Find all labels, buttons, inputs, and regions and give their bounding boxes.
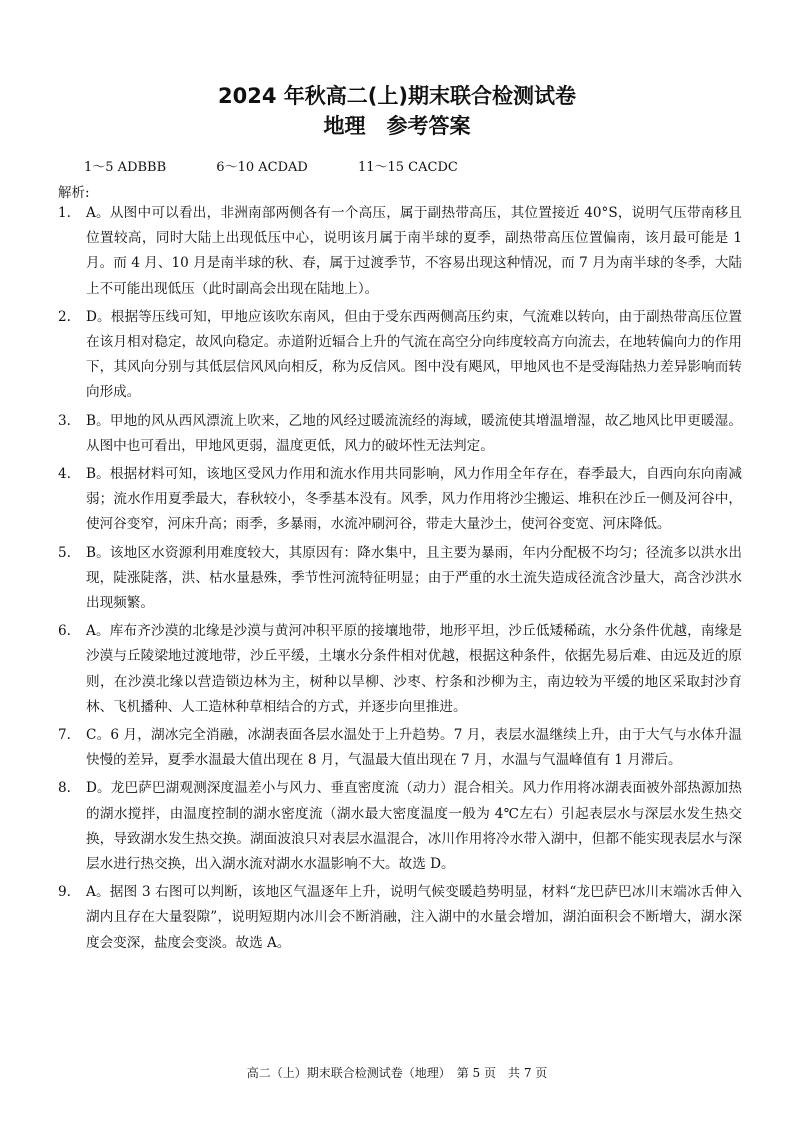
analysis-item [58, 462, 742, 538]
page-footer: 高二（上）期末联合检测试卷（地理） 第 5 页 共 7 页 [246, 1066, 548, 1080]
answer-group-3: 11～15 CACDC [357, 160, 458, 175]
item-text: B。该地区水资源利用难度较大，其原因有：降水集中，且主要为暴雨，年内分配极不均匀；径流多以洪水出现，陡涨陡落，洪、枯水量悬殊，季节性河流特征明显；由于严重的水土流失造成径流含沙量大，高含沙洪水出现频繁。 [86, 544, 742, 612]
analysis-list [58, 201, 742, 959]
analysis-item [58, 723, 742, 773]
answer-key [84, 156, 504, 175]
item-number: 3. [58, 412, 71, 429]
item-number: 2. [58, 308, 71, 325]
analysis-item [58, 541, 742, 617]
item-number: 5. [58, 544, 71, 561]
item-text: D。根据等压线可知，甲地应该吹东南风，但由于受东西两侧高压约束，气流难以转向，由于副热带高压位置在该月相对稳定，故风向稳定。赤道附近辐合上升的气流在高空分向纬度较高方向流去，在地转偏向力的作用下，其风向分别与其低层信风风向相反，称为反信风。图中没有飓风，甲地风也不是受海陆热力差异影响而转向形成。 [86, 308, 742, 401]
analysis-item [58, 880, 742, 956]
exam-subtitle: 地理 参考答案 [323, 114, 471, 138]
item-number: 9. [58, 884, 71, 901]
analysis-item [58, 305, 742, 406]
item-text: A。据图 3 右图可以判断，该地区气温逐年上升，说明气候变暖趋势明显，材料“龙巴萨巴冰川末端冰舌伸入湖内且存在大量裂隙”，说明短期内冰川会不断消融，注入湖中的水量会增加，湖泊面积会不断增大，湖水深度会变深，盐度会变淡。故选 A。 [86, 884, 742, 951]
item-text: B。甲地的风从西风漂流上吹来，乙地的风经过暖流流经的海域，暖流使其增温增湿，故乙地风比甲更暖湿。从图中也可看出，甲地风更弱，温度更低，风力的破坏性无法判定。 [86, 412, 742, 454]
answer-group-2: 6～10 ACDAD [216, 160, 308, 175]
analysis-item [58, 619, 742, 720]
item-text: C。6 月，湖冰完全消融，冰湖表面各层水温处于上升趋势。7 月，表层水温继续上升，由于大气与水体升温快慢的差异，夏季水温最大值出现在 8 月，气温最大值出现在 7 月，水温与气温峰值有 1 月滞后。 [86, 727, 742, 769]
analysis-item [58, 776, 742, 877]
item-text: A。从图中可以看出，非洲南部两侧各有一个高压，属于副热带高压，其位置接近 40°S，说明气压带南移且位置较高，同时大陆上出现低压中心，说明该月属于南半球的夏季，副热带高压位置偏南，该月最可能是 1 月。而 4 月、10 月是南半球的秋、春，属于过渡季节，不容易出现这种情况，而 7 月为南半球的冬季，大陆上不可能出现低压（此时副高会出现在陆地上）。 [86, 205, 742, 297]
item-number: 6. [58, 623, 71, 640]
item-text: B。根据材料可知，该地区受风力作用和流水作用共同影响，风力作用全年存在，春季最大，自西向东向南减弱；流水作用夏季最大，春秋较小，冬季基本没有。风季，风力作用将沙尘搬运、堆积在沙丘一侧及河谷中，使河谷变窄，河床升高；雨季，多暴雨，水流冲刷河谷，带走大量沙土，使河谷变宽、河床降低。 [86, 466, 742, 533]
analysis-label: 解析: [58, 185, 90, 201]
item-text: D。龙巴萨巴湖观测深度温差小与风力、垂直密度流（动力）混合相关。风力作用将冰湖表面被外部热源加热的湖水搅拌，由温度控制的湖水密度流（湖水最大密度温度一般为 4℃左右）引起表层水与深层水发生热交换，导致湖水发生热交换。湖面波浪只对表层水温混合，冰川作用将冷水带入湖中，但都不能实现表层水与深层水进行热交换，出入湖水流对湖水水温影响不大。故选 D。 [86, 780, 742, 873]
exam-title: 2024 年秋高二(上)期末联合检测试卷 [218, 84, 576, 108]
analysis-item [58, 201, 742, 302]
item-number: 1. [58, 205, 71, 221]
analysis-item [58, 409, 742, 459]
item-text: A。库布齐沙漠的北缘是沙漠与黄河冲积平原的接壤地带，地形平坦，沙丘低矮稀疏，水分条件优越，南缘是沙漠与丘陵梁地过渡地带，沙丘平缓，土壤水分条件相对优越，根据这种条件，依据先易后难、由远及近的原则，在沙漠北缘以营造锁边林为主，树种以旱柳、沙枣、柠条和沙柳为主，南边较为平缓的地区采取封沙育林、飞机播种、人工造林种草相结合的方式，并逐步向里推进。 [86, 623, 742, 715]
item-number: 7. [58, 727, 71, 744]
answer-group-1: 1～5 ADBBB [84, 160, 167, 175]
item-number: 8. [58, 780, 71, 797]
item-number: 4. [58, 466, 71, 483]
